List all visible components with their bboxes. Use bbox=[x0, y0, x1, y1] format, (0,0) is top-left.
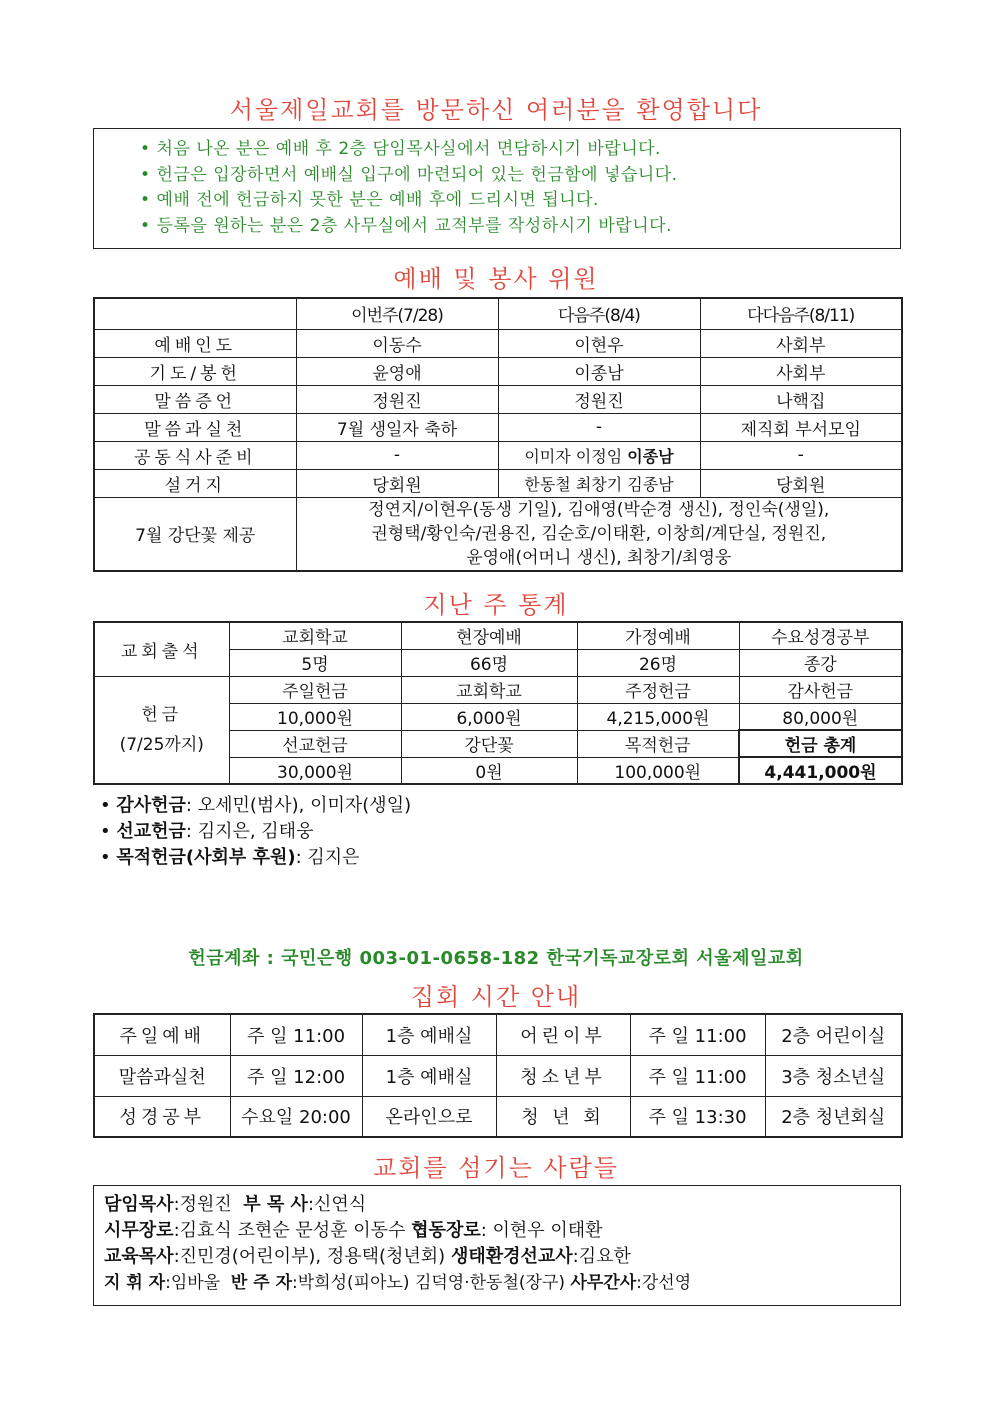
stats-header: 가정예배 bbox=[577, 622, 739, 649]
flower-line: 정연지/이현우(동생 기일), 김애영(박순경 생신), 정인숙(생일), bbox=[368, 499, 830, 520]
stats-header: 감사헌금 bbox=[739, 676, 902, 703]
duty-row-label: 기도/봉헌 bbox=[94, 357, 296, 385]
welcome-item: • 헌금은 입장하면서 예배실 입구에 마련되어 있는 헌금함에 넣습니다. bbox=[140, 164, 678, 185]
schedule-row bbox=[94, 1096, 902, 1137]
duty-cell: 사회부 bbox=[700, 357, 902, 385]
staff-names: :신연식 bbox=[307, 1194, 367, 1215]
stats-value: 6,000원 bbox=[401, 703, 577, 730]
duty-cell: - bbox=[498, 413, 700, 441]
duty-header: 다음주(8/4) bbox=[498, 298, 700, 329]
welcome-box bbox=[93, 128, 901, 249]
duty-cell: 한동철 최창기 김종남 bbox=[498, 469, 700, 497]
schedule-row bbox=[94, 1014, 902, 1055]
duty-cell: 이동수 bbox=[296, 329, 498, 357]
welcome-item: • 예배 전에 헌금하지 못한 분은 예배 후에 드리시면 됩니다. bbox=[140, 190, 599, 210]
note-text: : 김지은 bbox=[295, 847, 360, 868]
stats-title: 지난 주 통계 bbox=[423, 591, 569, 619]
stats-value: 30,000원 bbox=[229, 757, 401, 784]
stats-header: 목적헌금 bbox=[577, 730, 739, 757]
duty-row bbox=[94, 357, 902, 385]
duty-header-empty bbox=[94, 298, 296, 329]
schedule-cell: 온라인으로 bbox=[362, 1096, 496, 1137]
offering-header-row bbox=[94, 676, 902, 703]
stats-value: 4,215,000원 bbox=[577, 703, 739, 730]
stats-header: 선교헌금 bbox=[229, 730, 401, 757]
duty-cell: 정원진 bbox=[296, 385, 498, 413]
duty-title: 예배 및 봉사 위원 bbox=[393, 265, 599, 293]
duty-row-label: 공동식사준비 bbox=[94, 441, 296, 469]
offering-label: 헌금 bbox=[141, 704, 183, 725]
duty-cell: 당회원 bbox=[296, 469, 498, 497]
stats-value: 0원 bbox=[401, 757, 577, 784]
flower-cell bbox=[296, 497, 902, 571]
staff-line bbox=[104, 1192, 900, 1218]
note-line: • 감사헌금: 오세민(범사), 이미자(생일) bbox=[100, 795, 412, 816]
staff-names: :김효식 조현순 문성훈 이동수 bbox=[173, 1220, 412, 1241]
stats-value: 80,000원 bbox=[739, 703, 902, 730]
staff-line bbox=[104, 1244, 900, 1270]
stats-header: 강단꽃 bbox=[401, 730, 577, 757]
schedule-cell: 말씀과실천 bbox=[94, 1055, 230, 1096]
offering-total-label: 헌금 총계 bbox=[739, 730, 902, 757]
stats-header: 수요성경공부 bbox=[739, 622, 902, 649]
staff-role: 시무장로 bbox=[104, 1220, 174, 1241]
attendance-header-row bbox=[94, 622, 902, 649]
schedule-cell: 주 일 12:00 bbox=[230, 1055, 362, 1096]
duty-row-label: 예배인도 bbox=[94, 329, 296, 357]
duty-row-label: 말씀증언 bbox=[94, 385, 296, 413]
duty-cell: - bbox=[700, 441, 902, 469]
duty-cell: 정원진 bbox=[498, 385, 700, 413]
staff-names: : 이현우 이태환 bbox=[480, 1220, 603, 1241]
staff-line bbox=[104, 1270, 900, 1296]
duty-cell bbox=[498, 441, 700, 469]
staff-role: 담임목사 bbox=[104, 1194, 174, 1215]
note-label: 감사헌금 bbox=[116, 795, 186, 816]
schedule-cell: 1층 예배실 bbox=[362, 1055, 496, 1096]
schedule-cell: 3층 청소년실 bbox=[765, 1055, 902, 1096]
flower-line: 윤영애(어머니 생신), 최창기/최영웅 bbox=[466, 547, 732, 568]
schedule-table bbox=[93, 1013, 903, 1138]
welcome-item: • 등록을 원하는 분은 2층 사무실에서 교적부를 작성하시기 바랍니다. bbox=[140, 215, 672, 236]
staff-role: 협동장로 bbox=[411, 1220, 481, 1241]
duty-row bbox=[94, 469, 902, 497]
flower-row bbox=[94, 497, 902, 571]
duty-table bbox=[93, 297, 903, 572]
stats-header: 현장예배 bbox=[401, 622, 577, 649]
offering-total-value: 4,441,000원 bbox=[739, 757, 902, 784]
staff-title: 교회를 섬기는 사람들 bbox=[373, 1154, 619, 1182]
schedule-cell: 주일예배 bbox=[94, 1014, 230, 1055]
stats-value: 66명 bbox=[401, 649, 577, 676]
schedule-row bbox=[94, 1055, 902, 1096]
staff-names: :임바울 bbox=[165, 1273, 231, 1293]
welcome-item: • 처음 나온 분은 예배 후 2층 담임목사실에서 면담하시기 바랍니다. bbox=[140, 139, 661, 159]
staff-role: 사무간사 bbox=[570, 1273, 637, 1293]
note-line: • 선교헌금: 김지은, 김태웅 bbox=[100, 821, 314, 842]
duty-cell: 7월 생일자 축하 bbox=[296, 413, 498, 441]
staff-names: :강선영 bbox=[636, 1273, 692, 1293]
flower-label: 7월 강단꽃 제공 bbox=[94, 497, 296, 571]
staff-role: 부 목 사 bbox=[243, 1194, 308, 1215]
note-label: 목적헌금(사회부 후원) bbox=[116, 847, 296, 868]
duty-cell: 윤영애 bbox=[296, 357, 498, 385]
stats-value: 26명 bbox=[577, 649, 739, 676]
stats-header: 주일헌금 bbox=[229, 676, 401, 703]
staff-names: :김요한 bbox=[572, 1246, 631, 1267]
schedule-cell: 주 일 11:00 bbox=[630, 1055, 765, 1096]
duty-cell: 사회부 bbox=[700, 329, 902, 357]
schedule-cell: 2층 청년회실 bbox=[765, 1096, 902, 1137]
duty-row-label: 말씀과실천 bbox=[94, 413, 296, 441]
offering-label-cell bbox=[94, 676, 229, 784]
stats-value: 종강 bbox=[739, 649, 902, 676]
duty-cell: 나핵집 bbox=[700, 385, 902, 413]
schedule-cell: 2층 어린이실 bbox=[765, 1014, 902, 1055]
offering-notes bbox=[100, 793, 411, 871]
attendance-label: 교회출석 bbox=[94, 622, 229, 676]
stats-value: 10,000원 bbox=[229, 703, 401, 730]
staff-role: 생태환경선교사 bbox=[450, 1246, 573, 1267]
staff-box bbox=[93, 1185, 901, 1306]
staff-list bbox=[94, 1186, 900, 1296]
duty-row-label: 설거지 bbox=[94, 469, 296, 497]
duty-cell: 이종남 bbox=[498, 357, 700, 385]
schedule-cell: 어린이부 bbox=[496, 1014, 630, 1055]
note-text: : 오세민(범사), 이미자(생일) bbox=[185, 795, 412, 816]
staff-role: 지 휘 자 bbox=[104, 1273, 166, 1293]
offering-date: (7/25까지) bbox=[119, 734, 204, 755]
staff-role: 반 주 자 bbox=[230, 1273, 293, 1293]
note-text: : 김지은, 김태웅 bbox=[185, 821, 314, 842]
staff-names: :박희성(피아노) 김덕영·한동철(장구) bbox=[292, 1273, 571, 1293]
schedule-cell: 수요일 20:00 bbox=[230, 1096, 362, 1137]
schedule-cell: 주 일 13:30 bbox=[630, 1096, 765, 1137]
flower-line: 권형택/황인숙/권용진, 김순호/이태환, 이창희/계단실, 정원진, bbox=[371, 523, 827, 544]
duty-cell: 이현우 bbox=[498, 329, 700, 357]
staff-names: :정원진 bbox=[173, 1194, 244, 1215]
duty-cell: 제직회 부서모임 bbox=[700, 413, 902, 441]
duty-row bbox=[94, 385, 902, 413]
account-info: 헌금계좌 : 국민은행 003-01-0658-182 한국기독교장로회 서울제일교회 bbox=[188, 948, 804, 969]
stats-value: 100,000원 bbox=[577, 757, 739, 784]
schedule-cell: 청 년 회 bbox=[496, 1096, 630, 1137]
note-line: • 목적헌금(사회부 후원): 김지은 bbox=[100, 847, 360, 868]
schedule-cell: 1층 예배실 bbox=[362, 1014, 496, 1055]
stats-table bbox=[93, 621, 903, 785]
duty-header: 다다음주(8/11) bbox=[700, 298, 902, 329]
duty-cell-text: 이미자 이정임 bbox=[524, 446, 628, 466]
stats-header: 교회학교 bbox=[229, 622, 401, 649]
staff-names: :진민경(어린이부), 정용택(청년회) bbox=[173, 1246, 451, 1267]
schedule-title: 집회 시간 안내 bbox=[410, 983, 582, 1011]
welcome-list bbox=[94, 129, 900, 239]
duty-cell-bold: 이종남 bbox=[627, 446, 674, 466]
stats-header: 주정헌금 bbox=[577, 676, 739, 703]
staff-line bbox=[104, 1218, 900, 1244]
duty-header-row bbox=[94, 298, 902, 329]
duty-row bbox=[94, 413, 902, 441]
note-label: 선교헌금 bbox=[116, 821, 186, 842]
schedule-cell: 청소년부 bbox=[496, 1055, 630, 1096]
stats-value: 5명 bbox=[229, 649, 401, 676]
schedule-cell: 주 일 11:00 bbox=[630, 1014, 765, 1055]
duty-header: 이번주(7/28) bbox=[296, 298, 498, 329]
duty-cell: 당회원 bbox=[700, 469, 902, 497]
duty-cell: - bbox=[296, 441, 498, 469]
staff-role: 교육목사 bbox=[104, 1246, 174, 1267]
schedule-cell: 주 일 11:00 bbox=[230, 1014, 362, 1055]
schedule-cell: 성경공부 bbox=[94, 1096, 230, 1137]
duty-row bbox=[94, 329, 902, 357]
welcome-title: 서울제일교회를 방문하신 여러분을 환영합니다 bbox=[229, 96, 763, 124]
duty-row bbox=[94, 441, 902, 469]
stats-header: 교회학교 bbox=[401, 676, 577, 703]
